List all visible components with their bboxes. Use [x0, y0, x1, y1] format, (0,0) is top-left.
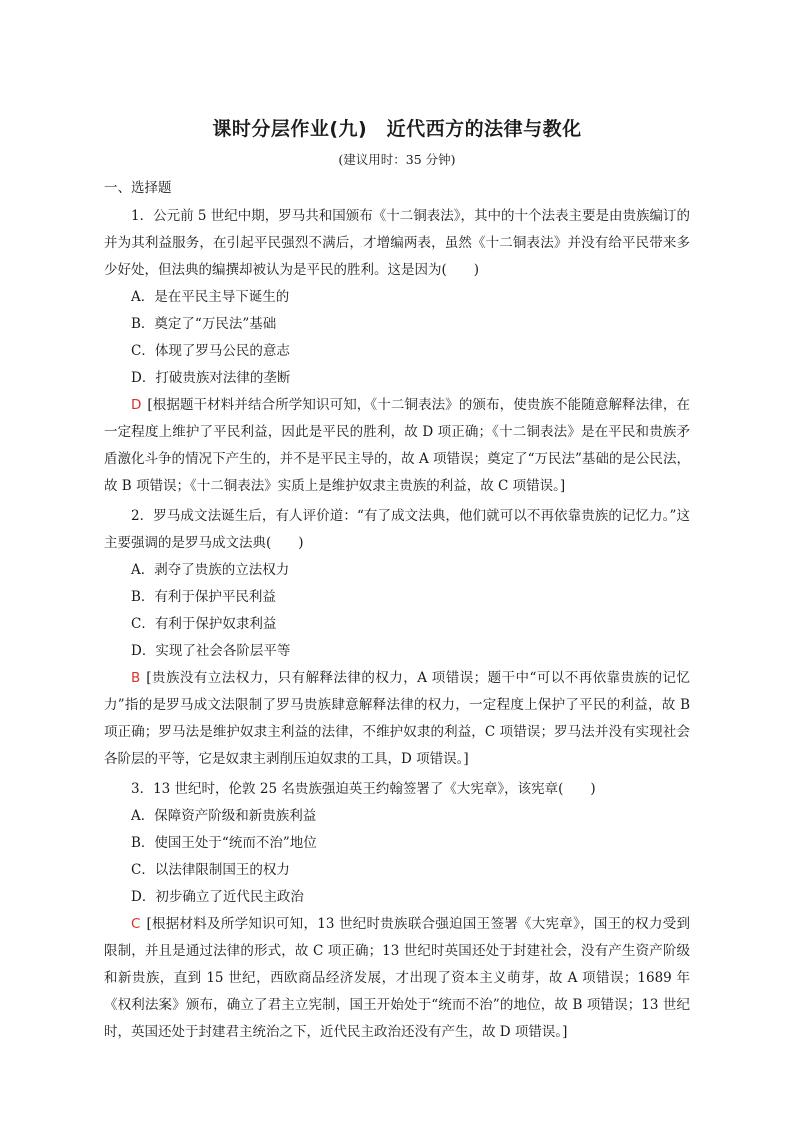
question-1 — [104, 203, 690, 500]
option-d: D．初步确立了近代民主政治 — [131, 889, 304, 905]
question-2 — [104, 503, 690, 773]
explanation-text: [贵族没有立法权力，只有解释法律的权力，A 项错误；题干中“可以不再依靠贵族的记忆力”指的是罗马成文法限制了罗马贵族肆意解释法律的权力，一定程度上保护了平民的利益，故 B 项正确；罗马法是维护奴隶主利益的法律，不维护奴隶的利益，C 项错误；罗马法并没有实现社会各阶层的平等，它是奴隶主剥削压迫奴隶的工具，D 项错误。] — [104, 670, 690, 767]
answer-explanation — [104, 665, 690, 773]
section-heading: 一、选择题 — [104, 180, 172, 196]
question-stem: 3．13 世纪时，伦敦 25 名贵族强迫英王约翰签署了《大宪章》，该宪章( ) — [131, 781, 596, 797]
question-3 — [104, 776, 690, 1046]
question-stem: 2．罗马成文法诞生后，有人评价道：“有了成文法典，他们就可以不再依靠贵族的记忆力。”这主要强调的是罗马成文法典( ) — [104, 508, 690, 551]
explanation-text: [根据材料及所学知识可知，13 世纪时贵族联合强迫国王签署《大宪章》，国王的权力受到限制，并且是通过法律的形式，故 C 项正确；13 世纪时英国还处于封建社会，没有产生资产阶级和新贵族，直到 15 世纪，西欧商品经济发展，才出现了资本主义萌芽，故 A 项错误；1689 年《权利法案》颁布，确立了君主立宪制，国王开始处于“统而不治”的地位，故 B 项错误；13 世纪时，英国还处于封建君主统治之下，近代民主政治还没有产生，故 D 项错误。] — [104, 916, 690, 1040]
suggested-time: (建议用时：35 分钟) — [338, 152, 456, 167]
answer-explanation — [104, 911, 690, 1046]
explanation-text: [根据题干材料并结合所学知识可知，《十二铜表法》的颁布，使贵族不能随意解释法律，在一定程度上维护了平民利益，因此是平民的胜利，故 D 项正确；《十二铜表法》是在平民和贵族矛盾激化斗争的情况下产生的，并不是平民主导的，故 A 项错误；奠定了“万民法”基础的是公民法，故 B 项错误；《十二铜表法》实质上是维护奴隶主贵族的利益，故 C 项错误。] — [104, 397, 690, 494]
answer-letter: D — [131, 397, 142, 413]
option-c: C．有利于保护奴隶利益 — [131, 616, 277, 632]
option-b: B．使国王处于“统而不治”地位 — [131, 835, 317, 851]
page-title: 课时分层作业(九) 近代西方的法律与教化 — [212, 118, 582, 140]
option-d: D．打破贵族对法律的垄断 — [131, 370, 291, 386]
option-c: C．以法律限制国王的权力 — [131, 862, 290, 878]
option-b: B．奠定了“万民法”基础 — [131, 316, 277, 332]
option-c: C．体现了罗马公民的意志 — [131, 343, 290, 359]
answer-explanation — [104, 392, 690, 500]
option-a: A．保障资产阶级和新贵族利益 — [131, 808, 317, 824]
question-stem: 1．公元前 5 世纪中期，罗马共和国颁布《十二铜表法》，其中的十个法表主要是由贵族编订的并为其利益服务，在引起平民强烈不满后，才增编两表，虽然《十二铜表法》并没有给平民带来多少好处，但法典的编撰却被认为是平民的胜利。这是因为( ) — [104, 208, 691, 278]
answer-letter: C — [131, 916, 141, 932]
option-a: A．剥夺了贵族的立法权力 — [131, 562, 290, 578]
option-d: D．实现了社会各阶层平等 — [131, 643, 291, 659]
option-b: B．有利于保护平民利益 — [131, 589, 276, 605]
option-a: A．是在平民主导下诞生的 — [131, 289, 290, 305]
answer-letter: B — [131, 670, 141, 686]
